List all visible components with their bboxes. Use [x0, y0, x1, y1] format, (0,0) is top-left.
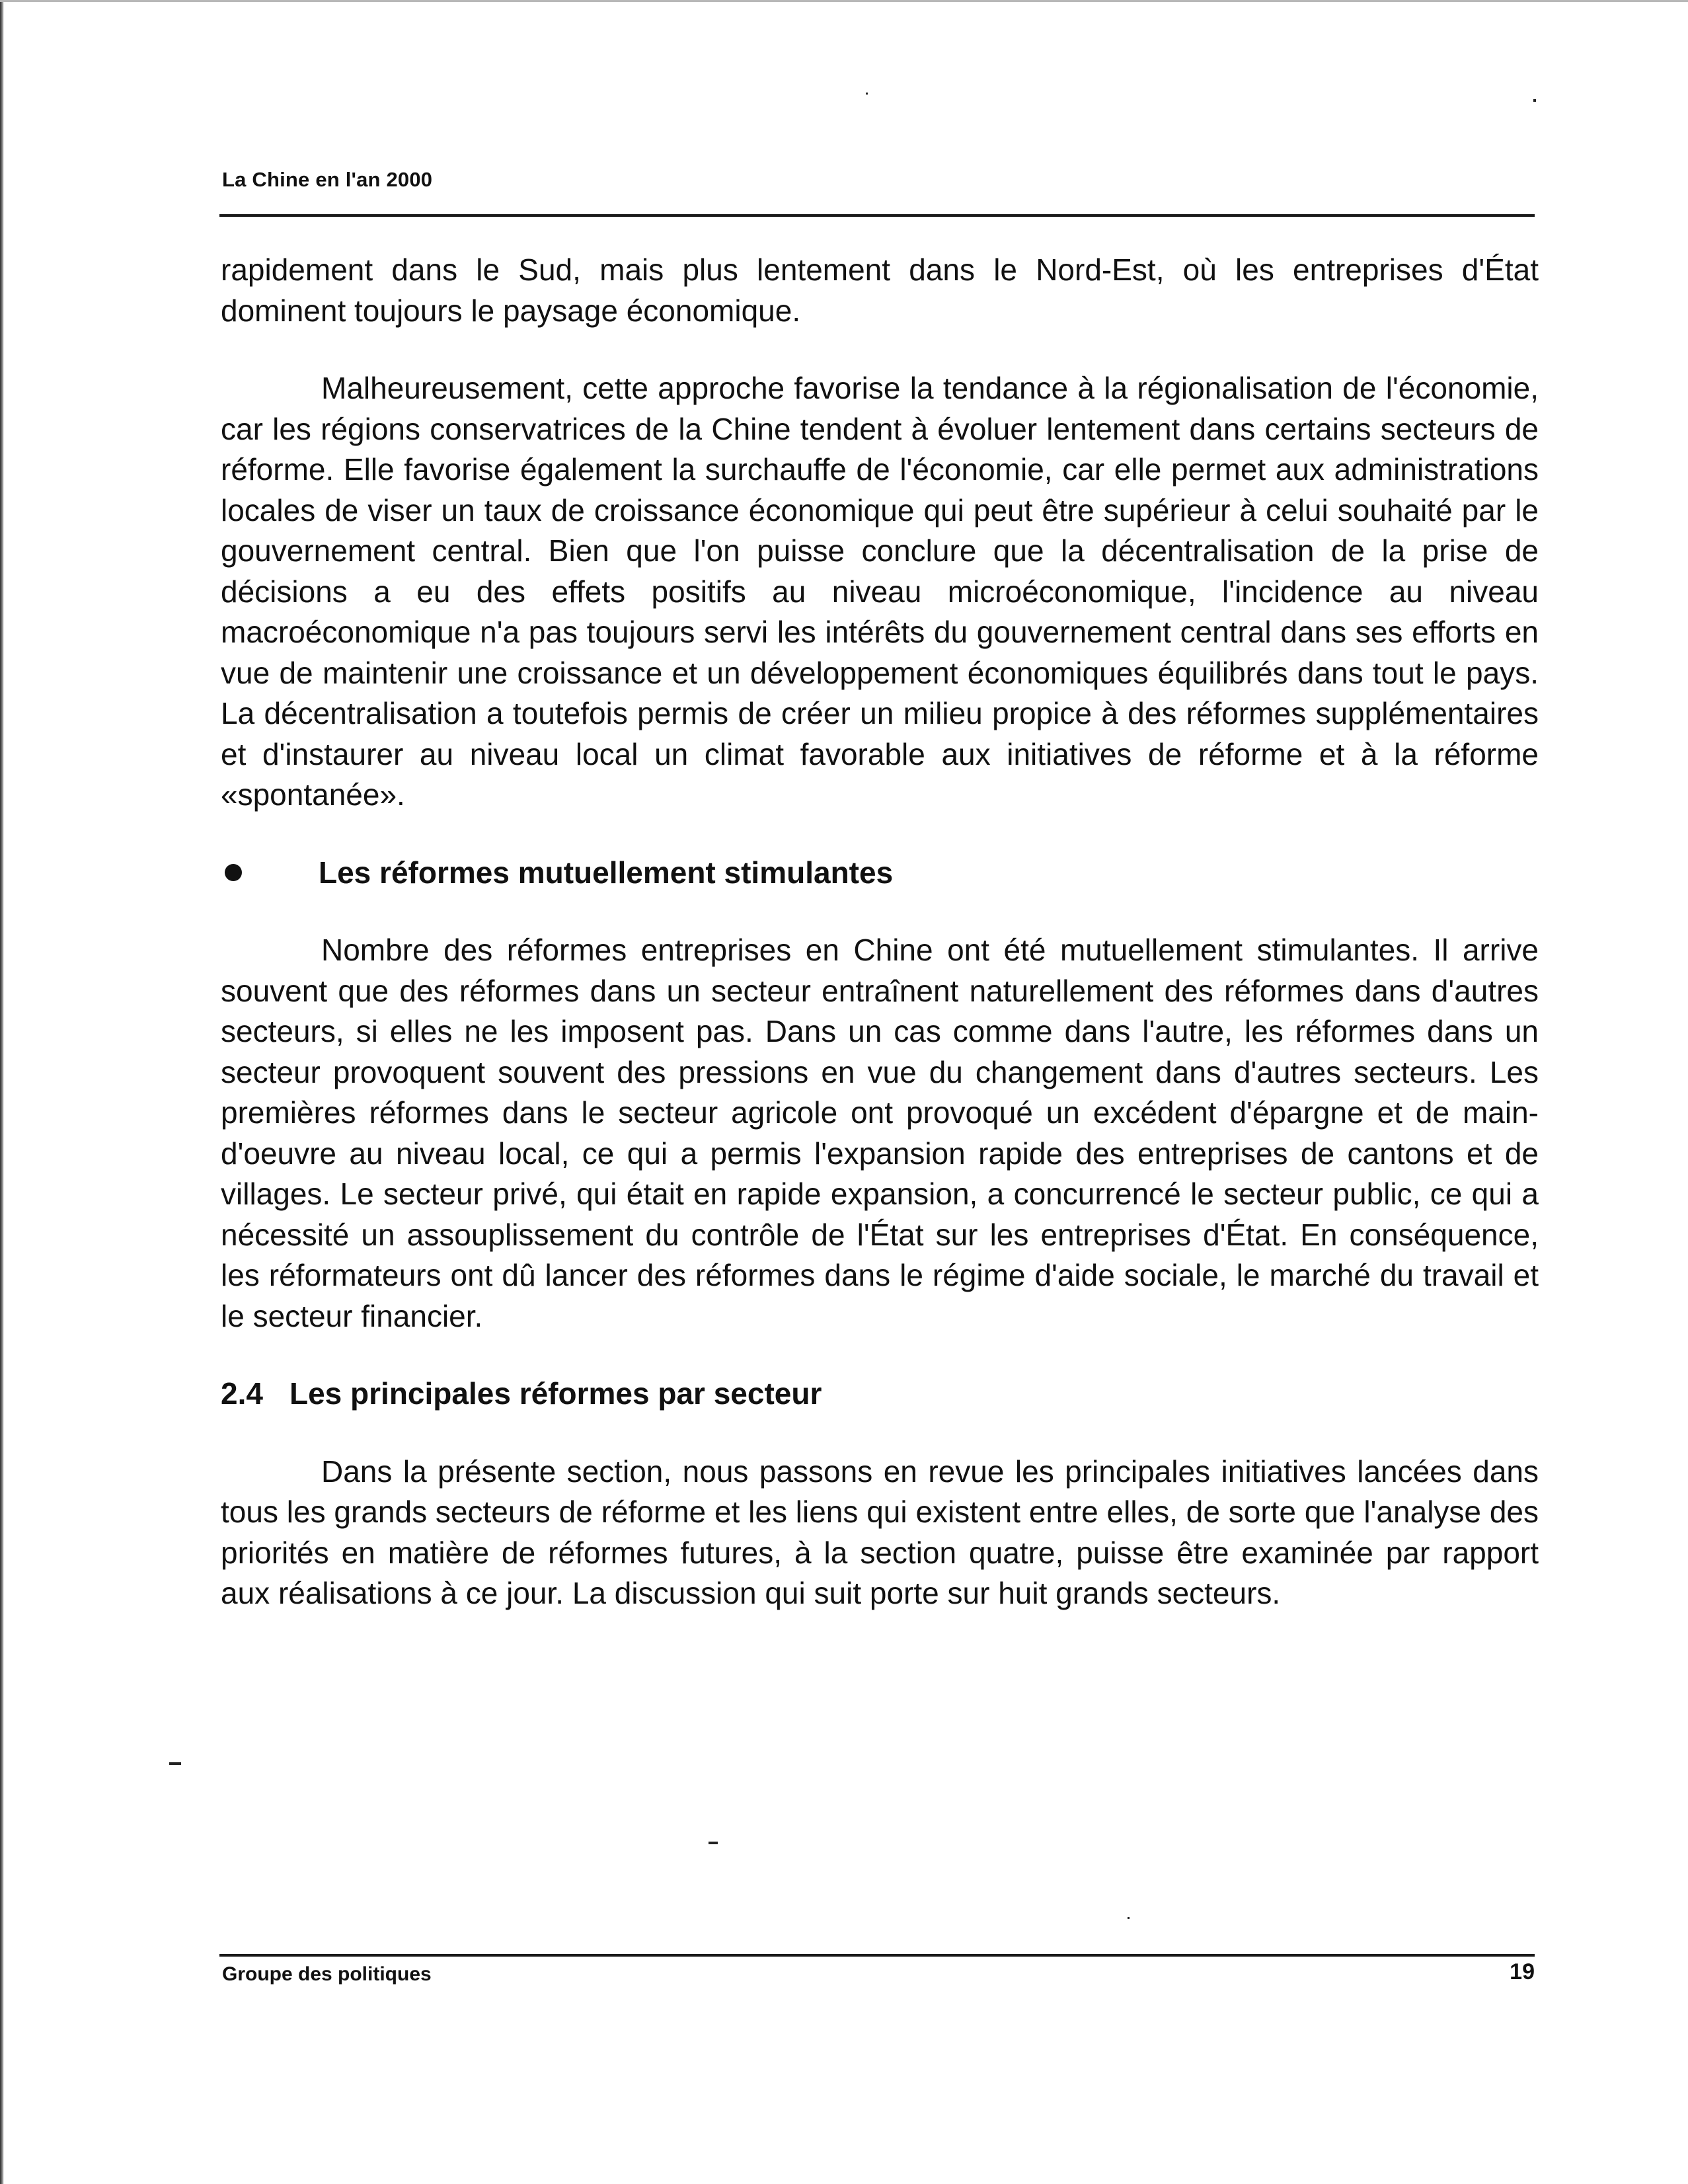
section-number: 2.4	[221, 1376, 263, 1411]
header-rule	[219, 214, 1535, 217]
bullet-heading-text: Les réformes mutuellement stimulantes	[319, 855, 894, 890]
scan-speck	[709, 1842, 718, 1844]
paragraph: Malheureusement, cette approche favorise la tendance à la régionalisation de l'économie, car les régions conservatrices de la Chine tendent à évoluer lentement dans certains secteurs de réforme. Elle favorise également la surchauffe de l'économie, car elle permet aux administrations locales de viser un taux de croissance économique qui peut être supérieur à celui souhaité par le gouvernement central. Bien que l'on puisse conclure que la décentralisation de la prise de décisions a eu des effets positifs au niveau microéconomique, l'incidence au niveau macroéconomique n'a pas toujours servi les intérêts du gouvernement central dans ses efforts en vue de maintenir une croissance et un développement économiques équilibrés dans tout le pays. La décentralisation a toutefois permis de créer un milieu propice à des réformes supplémentaires et d'instaurer au niveau local un climat favorable aux initiatives de réforme et à la réforme «spontanée».	[221, 371, 1539, 812]
paragraph: rapidement dans le Sud, mais plus lentement dans le Nord-Est, où les entreprises d'État dominent toujours le paysage économique.	[221, 253, 1539, 328]
running-head: La Chine en l'an 2000	[222, 168, 433, 191]
page-body	[221, 250, 1539, 1651]
page-number: 19	[1510, 1959, 1535, 1984]
scan-speck	[866, 93, 868, 95]
bullet-heading	[221, 853, 1539, 894]
footer-rule	[219, 1954, 1535, 1957]
paragraph: Nombre des réformes entreprises en Chine ont été mutuellement stimulantes. Il arrive souvent que des réformes dans un secteur entraînent naturellement des réformes dans d'autres secteurs, si elles ne les imposent pas. Dans un cas comme dans l'autre, les réformes dans un secteur provoquent souvent des pressions en vue du changement dans d'autres secteurs. Les premières réformes dans le secteur agricole ont provoqué un excédent d'épargne et de main-d'oeuvre au niveau local, ce qui a permis l'expansion rapide des entreprises de cantons et de villages. Le secteur privé, qui était en rapide expansion, a concurrencé le secteur public, ce qui a nécessité un assouplissement du contrôle de l'État sur les entreprises d'État. En conséquence, les réformateurs ont dû lancer des réformes dans le régime d'aide sociale, le marché du travail et le secteur financier.	[221, 933, 1539, 1333]
footer-group-name: Groupe des politiques	[222, 1963, 432, 1985]
scan-edge	[0, 0, 4, 2184]
section-title: Les principales réformes par secteur	[289, 1376, 822, 1411]
bullet-icon	[225, 864, 242, 881]
scan-speck	[169, 1762, 181, 1765]
paragraph: Dans la présente section, nous passons en revue les principales initiatives lancées dans tous les grands secteurs de réforme et les liens qui existent entre elles, de sorte que l'analyse des priorités en matière de réformes futures, à la section quatre, puisse être examinée par rapport aux réalisations à ce jour. La discussion qui suit porte sur huit grands secteurs.	[221, 1454, 1539, 1610]
scan-speck	[1128, 1917, 1130, 1919]
scan-speck	[1533, 99, 1536, 102]
scan-top-edge	[0, 0, 1688, 2]
section-heading	[221, 1374, 1539, 1415]
